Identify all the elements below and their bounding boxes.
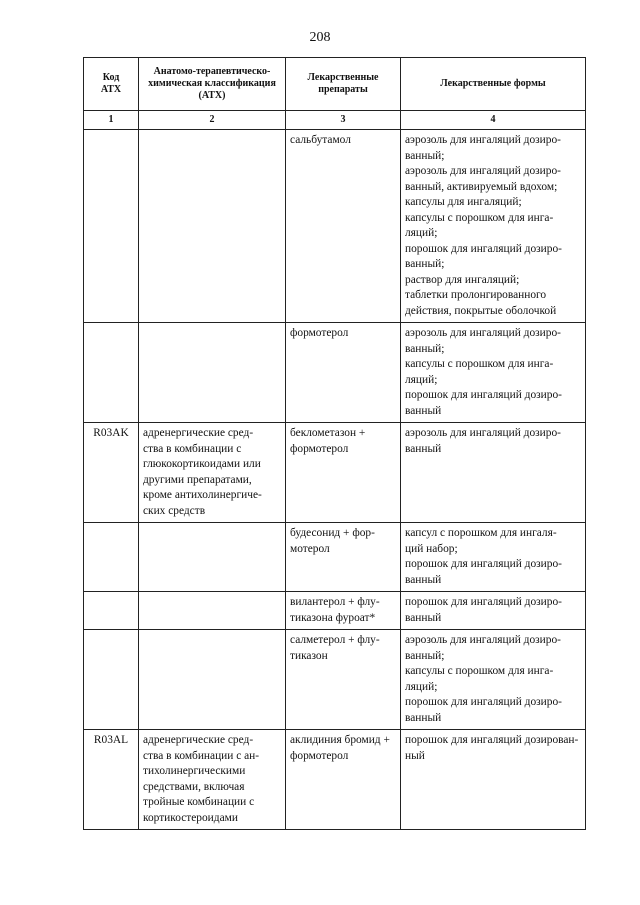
atx-code <box>84 523 139 592</box>
drug-name: аклидиния бромид + формотерол <box>286 730 401 830</box>
dosage-forms: порошок для ингаляций дозирован- ный <box>401 730 586 830</box>
atx-code <box>84 130 139 323</box>
dosage-forms: аэрозоль для ингаляций дозиро- ванный; аэрозоль для ингаляций дозиро- ванный, активируемый вдохом; капсулы для ингаляций; капсулы с порошком для инга- ляций; порошок для ингаляций дозиро- ванный; раствор для ингаляций; таблетки пролонгированного действия, покрытые оболочкой <box>401 130 586 323</box>
column-number: 4 <box>401 111 586 130</box>
drug-name: сальбутамол <box>286 130 401 323</box>
dosage-forms: капсул с порошком для ингаля- ций набор; порошок для ингаляций дозиро- ванный <box>401 523 586 592</box>
dosage-forms: аэрозоль для ингаляций дозиро- ванный; капсулы с порошком для инга- ляций; порошок для ингаляций дозиро- ванный <box>401 630 586 730</box>
column-number: 2 <box>139 111 286 130</box>
drug-name: будесонид + фор- мотерол <box>286 523 401 592</box>
drug-name: салметерол + флу- тиказон <box>286 630 401 730</box>
header-forms: Лекарственные формы <box>401 58 586 111</box>
atx-classification: адренергические сред- ства в комбинации с ан- тихолинергическими средствами, включая тройные комбинации с кортикостероидами <box>139 730 286 830</box>
atx-classification <box>139 592 286 630</box>
atx-code: R03AK <box>84 423 139 523</box>
drug-name: беклометазон + формотерол <box>286 423 401 523</box>
table-row <box>84 523 586 592</box>
atx-code <box>84 323 139 423</box>
column-number-row <box>84 111 586 130</box>
header-code: Код АТХ <box>84 58 139 111</box>
atx-classification: адренергические сред- ства в комбинации с глюкокортикоидами или другими препаратами, кроме антихолинергиче- ских средств <box>139 423 286 523</box>
column-number: 1 <box>84 111 139 130</box>
table-row <box>84 130 586 323</box>
dosage-forms: порошок для ингаляций дозиро- ванный <box>401 592 586 630</box>
atx-classification <box>139 130 286 323</box>
atx-classification <box>139 630 286 730</box>
dosage-forms: аэрозоль для ингаляций дозиро- ванный; капсулы с порошком для инга- ляций; порошок для ингаляций дозиро- ванный <box>401 323 586 423</box>
atx-code <box>84 630 139 730</box>
table-row <box>84 423 586 523</box>
table-row <box>84 630 586 730</box>
header-classification: Анатомо-терапевтическо- химическая классификация (АТХ) <box>139 58 286 111</box>
atx-classification <box>139 323 286 423</box>
table-row <box>84 730 586 830</box>
atx-code: R03AL <box>84 730 139 830</box>
header-drugs: Лекарственные препараты <box>286 58 401 111</box>
drug-name: формотерол <box>286 323 401 423</box>
header-row <box>84 58 586 111</box>
drug-name: вилантерол + флу- тиказона фуроат* <box>286 592 401 630</box>
column-number: 3 <box>286 111 401 130</box>
table-row <box>84 323 586 423</box>
atx-classification <box>139 523 286 592</box>
dosage-forms: аэрозоль для ингаляций дозиро- ванный <box>401 423 586 523</box>
page-number: 208 <box>309 30 331 45</box>
atx-code <box>84 592 139 630</box>
atx-table <box>83 57 586 830</box>
table-row <box>84 592 586 630</box>
